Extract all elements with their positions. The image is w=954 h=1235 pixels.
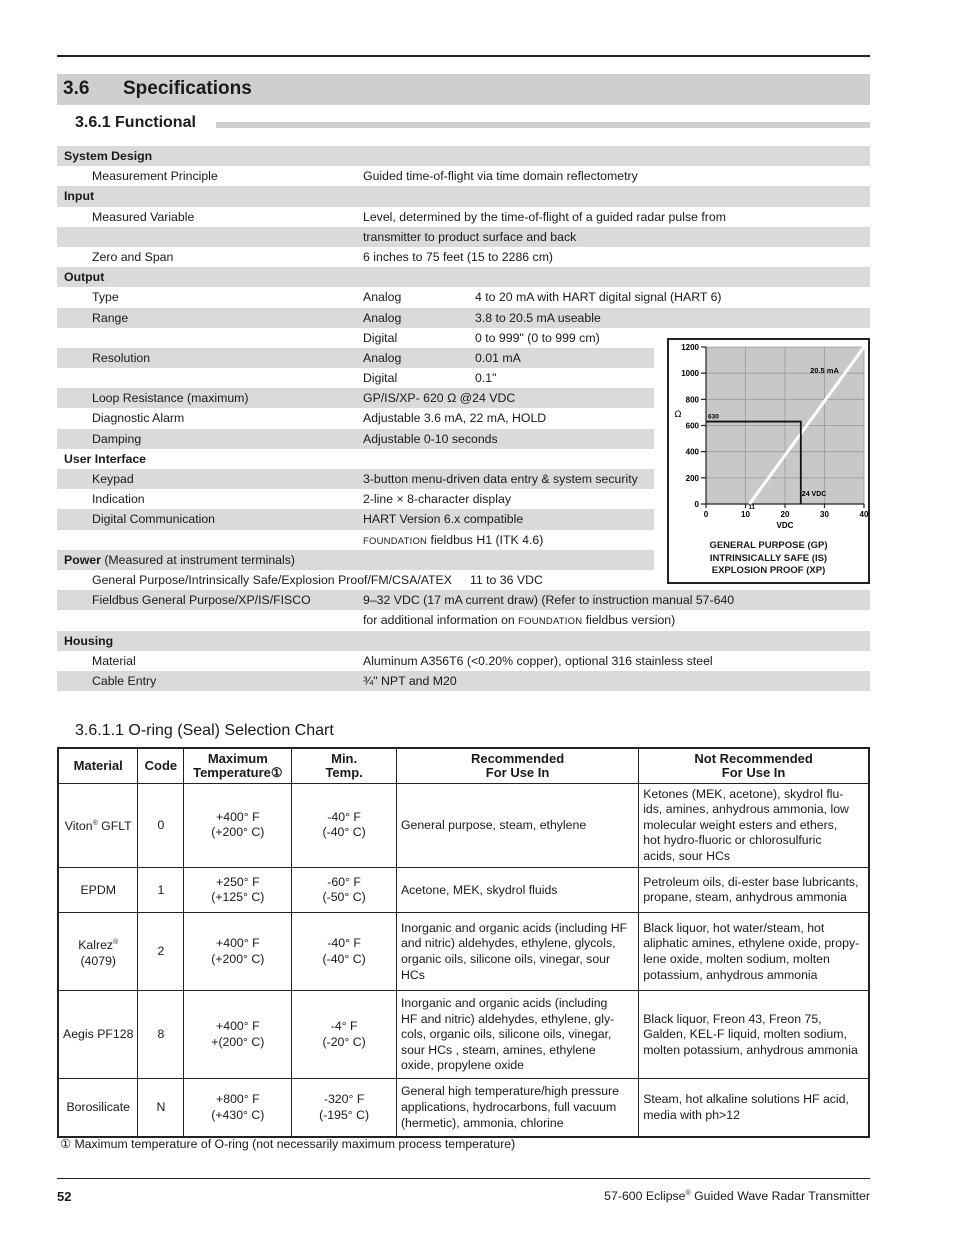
spec-value (363, 610, 675, 632)
page-number: 52 (57, 1189, 72, 1204)
spec-value-text: 6 inches to 75 feet (15 to 2286 cm) (363, 249, 554, 264)
chart-x-tick-label: 20 (780, 510, 790, 519)
spec-label: Type (92, 290, 119, 305)
oring-max-temp: +250° F (+125° C) (184, 868, 292, 913)
spec-group-label: Input (64, 189, 95, 204)
spec-detail: 0 to 999" (0 to 999 cm) (475, 330, 600, 345)
spec-value-text: Level, determined by the time-of-flight of a guided radar pulse from (363, 209, 726, 224)
oring-not-recommended: Black liquor, hot water/steam, hot aliphatic amines, ethylene oxide, propy- lene oxide, molten sodium, molten potassium, anhydrous ammonia (639, 913, 869, 991)
oring-code: 1 (138, 868, 184, 913)
spec-label: Loop Resistance (maximum) (92, 391, 249, 406)
spec-row (57, 590, 870, 610)
spec-row (57, 368, 654, 388)
spec-row (57, 388, 654, 408)
oring-max-temp: +800° F (+430° C) (184, 1079, 292, 1137)
oring-recommended: General purpose, steam, ethylene (396, 783, 638, 868)
chart-x-axis-label: VDC (776, 521, 794, 530)
spec-label: Measurement Principle (92, 169, 218, 184)
spec-row (57, 308, 870, 328)
footer-title-sup: ® (685, 1189, 691, 1197)
spec-value-text: Aluminum A356T6 (<0.20% copper), optional 316 stainless steel (363, 653, 713, 668)
spec-value-text: 9–32 VDC (17 mA current draw) (Refer to instruction manual 57-640 (363, 593, 735, 608)
small-caps-text: FOUNDATION (363, 535, 428, 547)
section-number: 3.6 (63, 78, 90, 99)
small-caps-text: FOUNDATION (518, 616, 583, 628)
spec-label: General Purpose/Intrinsically Safe/Explosion Proof/FM/CSA/ATEX 11 to 36 VDC (92, 572, 543, 587)
oring-max-temp: +400° F +(200° C) (184, 991, 292, 1079)
spec-value (363, 308, 401, 328)
chart-caption (669, 540, 868, 578)
spec-value (363, 348, 401, 368)
spec-value (363, 530, 543, 552)
spec-value-text: for additional information on (363, 613, 519, 628)
spec-group-label: System Design (64, 149, 153, 163)
oring-material: Aegis PF128 (58, 991, 138, 1079)
spec-value (363, 509, 523, 529)
loop-resistance-chart (667, 338, 870, 584)
spec-value (363, 469, 638, 489)
spec-value (363, 207, 726, 227)
spec-value-text: HART Version 6.x compatible (363, 512, 524, 527)
section-header (57, 74, 870, 105)
spec-row (57, 247, 870, 267)
chart-y-tick-label: 400 (685, 447, 699, 457)
spec-group-header (57, 186, 870, 206)
oring-column-header: Not Recommended For Use In (639, 748, 869, 783)
spec-label: Digital Communication (92, 512, 216, 527)
oring-not-recommended: Ketones (MEK, acetone), skydrol flu- ids, amines, anhydrous ammonia, low molecular weight esters and ethers, hot hydro-fluoric or chlorosulfuric acids, sour HCs (639, 783, 869, 868)
spec-row (57, 469, 654, 489)
spec-label: Material (92, 653, 136, 668)
spec-detail: 3.8 to 20.5 mA useable (475, 310, 601, 325)
spec-label: Measured Variable (92, 209, 195, 224)
oring-code: 8 (138, 991, 184, 1079)
oring-min-temp: -4° F (-20° C) (292, 991, 397, 1079)
oring-code: N (138, 1079, 184, 1137)
chart-x-tick-label: 0 (703, 510, 709, 519)
spec-group-label: Power (64, 552, 101, 567)
spec-value-text: Analog (363, 310, 402, 325)
spec-row (57, 671, 870, 691)
spec-detail: 4 to 20 mA with HART digital signal (HART 6) (475, 290, 722, 305)
chart-caption-line: INTRINSICALLY SAFE (IS) (709, 552, 828, 564)
spec-value-text: Adjustable 0-10 seconds (363, 431, 498, 446)
chart-y-tick-label: 1000 (681, 369, 699, 379)
spec-group-label: Housing (64, 633, 114, 648)
oring-min-temp: -40° F (-40° C) (292, 913, 397, 991)
spec-label: Keypad (92, 472, 134, 486)
spec-value-text: fieldbus H1 (ITK 4.6) (427, 532, 544, 547)
spec-value-text: 3-button menu-driven data entry & system security (363, 472, 638, 486)
chart-annotation: 11 (748, 505, 755, 511)
chart-y-tick-label: 1200 (681, 343, 699, 352)
oring-recommended: Acetone, MEK, skydrol fluids (396, 868, 638, 913)
spec-value-text: Digital (363, 371, 398, 386)
spec-group-note: (Measured at instrument terminals) (100, 552, 295, 567)
chart-caption-line: EXPLOSION PROOF (XP) (711, 565, 826, 576)
subsection-rule (216, 122, 870, 128)
spec-row (57, 408, 654, 428)
oring-column-header: Recommended For Use In (396, 748, 638, 783)
spec-value (363, 429, 498, 449)
footer-title-tail: Guided Wave Radar Transmitter (690, 1189, 870, 1203)
oring-column-header: Min. Temp. (292, 748, 397, 783)
spec-group-label: Output (64, 270, 105, 285)
spec-value (363, 328, 397, 348)
footer-title-main: 57-600 Eclipse (604, 1189, 686, 1203)
spec-value: 11 to 36 VDC (469, 572, 543, 587)
spec-row (57, 207, 870, 227)
spec-row (57, 610, 870, 630)
spec-value (363, 388, 515, 408)
oring-max-temp: +400° F (+200° C) (184, 783, 292, 868)
chart-y-tick-label: 800 (685, 395, 699, 405)
oring-column-header: Material (58, 748, 138, 783)
spec-row (57, 509, 654, 529)
oring-max-temp: +400° F (+200° C) (184, 913, 292, 991)
spec-detail: 0.01 mA (475, 350, 521, 365)
spec-row (57, 651, 870, 671)
spec-value (363, 651, 713, 671)
oring-chart-title: 3.6.1.1 O-ring (Seal) Selection Chart (75, 722, 334, 739)
spec-value-text: transmitter to product surface and back (363, 229, 577, 244)
oring-recommended: General high temperature/high pressure applications, hydrocarbons, full vacuum (hermetic), ammonia, chlorine (396, 1079, 638, 1137)
chart-x-tick-label: 30 (820, 510, 829, 519)
oring-row (58, 868, 869, 913)
chart-y-tick-label: 0 (694, 500, 699, 509)
oring-not-recommended: Petroleum oils, di-ester base lubricants, propane, steam, anhydrous ammonia (639, 868, 869, 913)
spec-group-label: User Interface (64, 451, 147, 466)
spec-value (363, 671, 457, 691)
spec-value (363, 247, 553, 267)
spec-value-text: Digital (363, 330, 398, 345)
oring-footnote: ① Maximum temperature of O-ring (not necessarily maximum process temperature) (60, 1137, 516, 1151)
chart-annotation: 630 (708, 413, 719, 421)
spec-group-header (57, 631, 870, 651)
oring-row (58, 913, 869, 991)
spec-value (363, 287, 401, 307)
spec-value-text: ¾" NPT and M20 (363, 673, 457, 688)
oring-row (58, 991, 869, 1079)
chart-caption-line: GENERAL PURPOSE (GP) (709, 540, 828, 551)
chart-y-axis-label: Ω (674, 409, 682, 420)
spec-value-tail: fieldbus version) (582, 613, 676, 628)
spec-value-text: Analog (363, 290, 402, 305)
spec-row (57, 530, 654, 550)
spec-label: Resolution (92, 350, 151, 365)
spec-value-text: Analog (363, 350, 402, 365)
spec-label: Cable Entry (92, 673, 157, 688)
spec-label: Damping (92, 431, 142, 446)
spec-value (363, 590, 734, 610)
oring-row (58, 1079, 869, 1137)
oring-not-recommended: Steam, hot alkaline solutions HF acid, media with ph>12 (639, 1079, 869, 1137)
spec-row (57, 287, 870, 307)
oring-material: Borosilicate (58, 1079, 138, 1137)
oring-row (58, 783, 869, 868)
chart-series-label: 20.5 mA (810, 366, 839, 376)
oring-not-recommended: Black liquor, Freon 43, Freon 75, Galden, KEL-F liquid, molten sodium, molten potassium, anhydrous ammonia (639, 991, 869, 1079)
oring-header-row (58, 748, 869, 783)
spec-value-text: GP/IS/XP- 620 Ω @24 VDC (363, 391, 516, 406)
spec-value-text: 2-line × 8-character display (363, 492, 511, 507)
spec-group-header (57, 267, 870, 287)
oring-table (57, 747, 870, 1138)
spec-group-header (57, 146, 870, 166)
top-rule (57, 55, 870, 57)
spec-value (363, 166, 638, 186)
spec-label: Diagnostic Alarm (92, 411, 185, 426)
oring-min-temp: -60° F (-50° C) (292, 868, 397, 913)
spec-label: Range (92, 310, 129, 325)
spec-row (57, 489, 654, 509)
oring-material: Kalrez® (4079) (58, 913, 138, 991)
spec-value (363, 408, 546, 428)
spec-row (57, 570, 654, 590)
chart-x-tick-label: 40 (859, 510, 868, 519)
oring-recommended: Inorganic and organic acids (including HF and nitric) aldehydes, ethylene, glycols, organic oils, silicone oils, vinegar, sour HCs (396, 913, 638, 991)
oring-code: 2 (138, 913, 184, 991)
chart-y-tick-label: 200 (685, 473, 699, 483)
spec-value-text: Guided time-of-flight via time domain reflectometry (363, 169, 638, 184)
oring-recommended: Inorganic and organic acids (including HF and nitric) aldehydes, ethylene, gly- cols, organic oils, silicone oils, vinegar, sour HCs , steam, amines, ethylene oxide, propylene oxide (396, 991, 638, 1079)
oring-code: 0 (138, 783, 184, 868)
spec-label: Indication (92, 492, 145, 507)
oring-material: Viton® GFLT (58, 783, 138, 868)
spec-value (363, 489, 511, 509)
subsection-title: 3.6.1 Functional (75, 114, 196, 131)
oring-material: EPDM (58, 868, 138, 913)
chart-y-tick-label: 600 (685, 421, 699, 431)
oring-min-temp: -40° F (-40° C) (292, 783, 397, 868)
spec-label: Zero and Span (92, 249, 174, 264)
bottom-rule (57, 1178, 870, 1179)
spec-row (57, 227, 870, 247)
spec-detail: 0.1" (475, 371, 497, 386)
spec-group-header (57, 550, 654, 570)
spec-row (57, 348, 654, 368)
section-title: Specifications (123, 78, 252, 99)
spec-value (363, 368, 397, 388)
spec-value (363, 227, 576, 247)
chart-annotation: 24 VDC (801, 491, 827, 498)
spec-row (57, 328, 654, 348)
footer-title (604, 1189, 870, 1203)
oring-column-header: Maximum Temperature① (184, 748, 292, 783)
spec-value-text: Adjustable 3.6 mA, 22 mA, HOLD (363, 411, 547, 426)
spec-row (57, 429, 654, 449)
chart-x-tick-label: 10 (741, 510, 750, 519)
spec-label: Fieldbus General Purpose/XP/IS/FISCO (92, 593, 311, 608)
oring-min-temp: -320° F (-195° C) (292, 1079, 397, 1137)
oring-column-header: Code (138, 748, 184, 783)
spec-row (57, 166, 870, 186)
